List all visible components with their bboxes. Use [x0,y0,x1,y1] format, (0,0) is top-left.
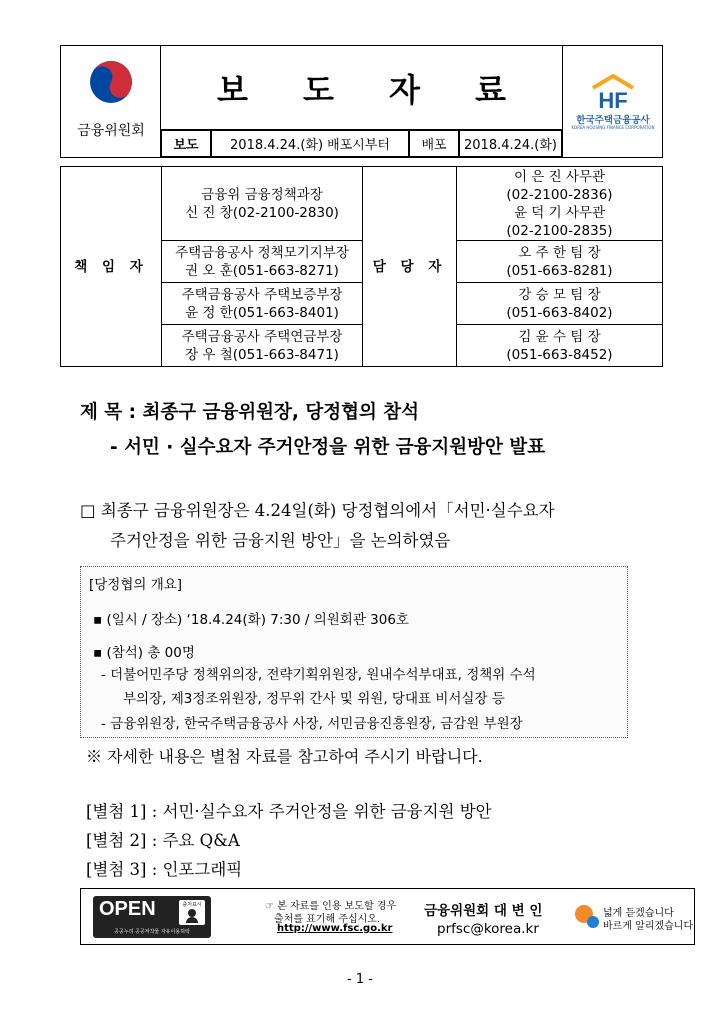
distribution-value: 2018.4.24.(화) [459,130,562,157]
open-badge-text: 출처표시 [182,902,202,908]
handler-cell [457,325,663,367]
hf-org-name: 한국주택금융공사 [576,115,650,126]
attendee-item: - 더불어민주당 정책위의장, 전략기획위원장, 원내수석부대표, 정책위 수석 [101,667,536,683]
distribution-label: 배포 [409,130,459,157]
handler-label: 담 당 자 [363,167,457,367]
handler-person: 윤 덕 기 사무관 [513,204,606,221]
subject-subtitle: - 서민 · 실수요자 주거안정을 위한 금융지원방안 발표 [110,437,546,458]
responsible-cell [162,167,363,241]
person-body-icon [186,917,198,923]
hf-logo-icon [589,74,637,110]
cite-notice-cont: 출처를 표기해 주십시오. [274,914,381,925]
footer-box [80,888,695,945]
cite-notice: ☞ 본 자료를 인용 보도할 경우 [265,901,397,912]
open-license-logo [93,896,211,938]
responsible-person: 권 오 훈(051-663-8271) [185,262,339,279]
handler-cell [457,241,663,283]
person-icon [188,909,196,917]
slogan-line: 넓게 듣겠습니다 [603,908,674,919]
hf-mark: HF [598,88,628,110]
attachment-item: [별첨 2] : 주요 Q&A [86,831,240,850]
handler-person: 강 승 모 팀 장 [518,286,601,303]
open-badge [179,900,205,925]
responsible-dept: 주택금융공사 주택연금부장 [181,328,343,345]
hf-org-name-en: KOREA HOUSING FINANCE CORPORATION [571,125,655,130]
body-paragraph-cont: 주거안정을 위한 금융지원 방안」을 논의하였음 [110,531,451,550]
attachment-item: [별첨 3] : 인포그래픽 [86,860,243,879]
handler-person: 오 주 한 팀 장 [518,244,601,261]
spokesman-email: prfsc@korea.kr [437,921,539,937]
responsible-person: 신 진 창(02-2100-2830) [185,204,339,221]
taeguk-icon [89,60,133,104]
handler-person: 이 은 진 사무관 [513,168,606,185]
attendee-item-cont: 부의장, 제3정조위원장, 정무위 간사 및 위원, 당대표 비서실장 등 [123,691,505,707]
open-logo-text: OPEN [99,898,156,920]
press-value: 2018.4.24.(화) 배포시부터 [211,130,409,157]
spokesman-label: 금융위원회 대 변 인 [424,903,543,919]
overview-bullet: ▪ (일시 / 장소) ‘18.4.24(화) 7:30 / 의원회관 306호 [93,612,409,628]
subject-line: 제 목 : 최종구 금융위원장, 당정협의 참석 [80,402,420,423]
responsible-cell [162,325,363,367]
press-header [60,45,663,158]
responsible-person: 윤 정 한(051-663-8401) [185,304,339,321]
responsible-cell [162,241,363,283]
handler-phone: (051-663-8281) [506,262,613,279]
contacts-table [60,166,663,367]
attachment-item: [별첨 1] : 서민·실수요자 주거안정을 위한 금융지원 방안 [86,802,492,821]
overview-title: [당정협의 개요] [89,577,183,593]
handler-phone: (051-663-8452) [506,346,613,363]
responsible-label: 책 임 자 [61,167,162,367]
fsc-org-name: 금융위원회 [77,123,145,139]
fsc-logo-block [61,46,161,157]
handler-person: 김 윤 수 팀 장 [518,328,601,345]
release-info-row [161,130,562,157]
press-label: 보도 [161,130,211,157]
responsible-person: 장 우 철(051-663-8471) [185,346,339,363]
handler-phone: (02-2100-2836) [506,186,613,203]
speaker-icon [587,916,599,928]
handler-phone: (051-663-8402) [506,304,613,321]
body-paragraph: □ 최종구 금융위원장은 4.24일(화) 당정협의에서「서민·실수요자 [80,501,555,520]
hf-logo-block [562,46,662,157]
handler-cell [457,167,663,241]
overview-box [80,566,628,738]
responsible-cell [162,283,363,325]
responsible-dept: 주택금융공사 주택보증부장 [181,286,343,303]
reference-note: ※ 자세한 내용은 별첨 자료를 참고하여 주시기 바랍니다. [86,747,483,766]
attendee-item: - 금융위원장, 한국주택금융공사 사장, 서민금융진흥원장, 금감원 부원장 [101,716,523,732]
page-title: 보 도 자 료 [161,46,562,130]
fsc-website-link[interactable]: http://www.fsc.go.kr [277,923,393,934]
responsible-dept: 금융위 금융정책과장 [201,186,323,203]
responsible-dept: 주택금융공사 정책모기지부장 [175,244,349,261]
handler-phone: (02-2100-2835) [506,222,613,239]
open-license-sub: 공공누리 공공저작물 자유이용허락 [114,929,190,935]
handler-cell [457,283,663,325]
page-number: - 1 - [347,972,373,987]
overview-bullet: ▪ (참석) 총 00명 [93,645,195,661]
slogan-line: 바르게 알리겠습니다 [603,921,694,932]
